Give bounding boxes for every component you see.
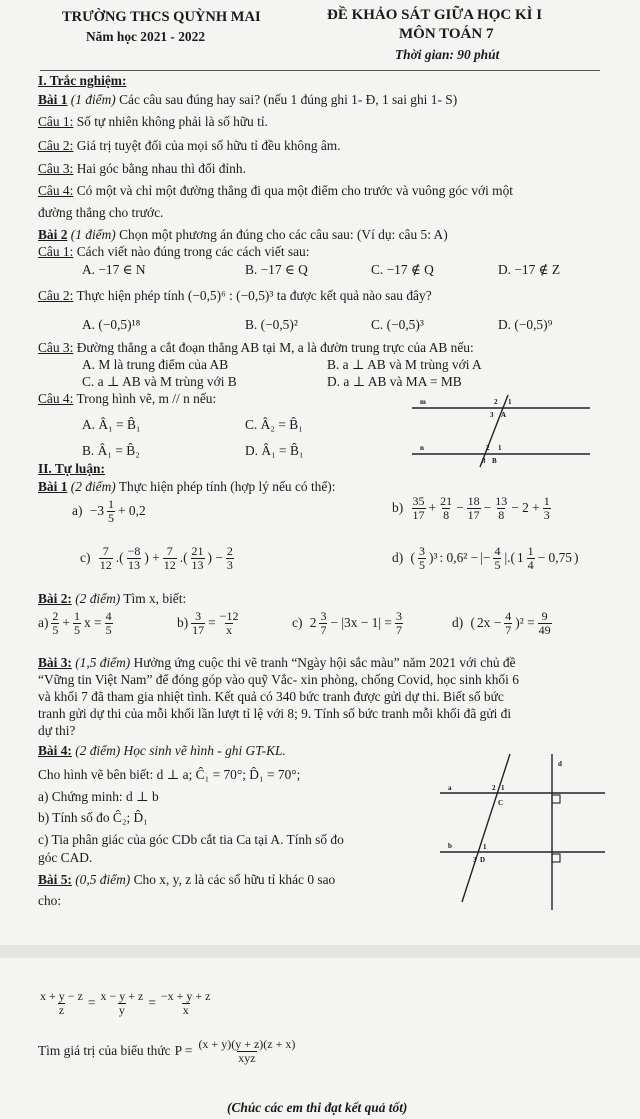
angle-label: 1 (498, 444, 502, 452)
operator: ) (573, 550, 579, 566)
p2-bai5-line (38, 873, 335, 886)
mc-q1-label: Câu 1: (38, 244, 74, 259)
bai1-line (38, 93, 457, 106)
tf-item-label: Câu 2: (38, 138, 74, 153)
bai2-line (38, 228, 448, 241)
p2-bai5-points: (0,5 điểm) (75, 872, 131, 887)
numerator: −8 (127, 544, 141, 558)
numerator: 3 (195, 609, 202, 623)
angle-label: 3 (473, 856, 477, 864)
header-divider (40, 70, 600, 71)
fraction (493, 545, 501, 571)
fraction (191, 610, 205, 636)
numerator: 18 (467, 494, 480, 508)
operator: − 2 + (511, 500, 540, 516)
numerator: 7 (102, 544, 109, 558)
mc-q3-text: Đường thẳng a cắt đoạn thẳng AB tại M, a là đườn trung trực của AB nếu: (76, 340, 474, 355)
fraction (226, 545, 234, 571)
bai2-prompt: Chọn một phương án đúng cho các câu sau: (Ví dụ: câu 5: A) (119, 227, 448, 242)
right-angle-mark (552, 854, 560, 862)
tf-item-label: Câu 1: (38, 114, 74, 129)
expr-term: 1 (516, 550, 524, 566)
exam-sheet-continued (0, 958, 640, 1119)
tf-item-text: Hai góc bằng nhau thì đối đỉnh. (76, 161, 246, 176)
denominator: 5 (52, 622, 59, 637)
fraction (127, 545, 142, 571)
mc-q4-text: Trong hình vẽ, m // n nếu: (76, 391, 217, 406)
denominator: 12 (163, 557, 176, 572)
expr-label: b) (177, 615, 189, 631)
operator: = (208, 615, 216, 631)
mc-q4-label: Câu 4: (38, 391, 74, 406)
label-m: m (420, 398, 426, 406)
bai5-equation (38, 990, 213, 1016)
p2-bai4-a: a) Chứng minh: d ⊥ b (38, 789, 159, 804)
bai5-find-text: Tìm giá trị của biểu thức (38, 1043, 171, 1059)
denominator: 7 (320, 622, 327, 637)
operator: |.( (504, 550, 515, 566)
mc-q2-text: Thực hiện phép tính (76, 288, 185, 303)
numerator: 9 (541, 609, 548, 623)
eq-2a (38, 610, 114, 636)
operator: ) + (144, 550, 160, 566)
fraction (107, 498, 115, 524)
numerator: −12 (219, 609, 239, 623)
tf-item-text: Có một và chỉ một đường thẳng đi qua một điểm cho trước và vuông góc với một (76, 183, 514, 198)
denominator: 5 (494, 557, 501, 572)
fraction (439, 495, 453, 521)
operator: = (148, 995, 156, 1011)
denominator: 12 (99, 557, 112, 572)
p2-bai3-points: (1,5 điểm) (75, 655, 131, 670)
expr-term: 2 (309, 615, 317, 631)
expr-1d (392, 545, 578, 571)
p2-bai3-text: Hưởng ứng cuộc thi vẽ tranh “Ngày hội sắc màu” năm 2021 với chủ đề (133, 655, 516, 670)
angle-label: 1 (508, 398, 512, 406)
mc-option: D. Â₁ = B̂₁ (245, 443, 304, 458)
p2-bai5-label: Bài 5: (38, 872, 72, 887)
numerator: 4 (105, 609, 112, 623)
bai1-prompt: Các câu sau đúng hay sai? (nếu 1 đúng ghi 1- Đ, 1 sai ghi 1- S) (119, 92, 458, 107)
numerator: 1 (527, 544, 534, 558)
expr-1a (72, 498, 146, 524)
p2-bai4-given: Cho hình vẽ bên biết: d ⊥ a; Ĉ₁ = 70°; D̂₁ = 70°; (38, 767, 301, 782)
p2-bai2-points: (2 điểm) (75, 591, 121, 606)
tf-item-text: Giá trị tuyệt đối của mọi số hữu tỉ đều không âm. (76, 138, 341, 153)
operator: − (456, 500, 464, 516)
mc-q2-label: Câu 2: (38, 288, 74, 303)
p2-bai3-text: tranh gửi dự thi của mỗi khối lần lượt tỉ lệ với 8; 9. Tính số bức tranh mỗi khối đã gửi đi (38, 706, 512, 721)
denominator: 3 (543, 507, 550, 522)
fraction (418, 545, 426, 571)
expr-term: −3 (89, 503, 105, 519)
angle-label: 3 (482, 457, 486, 465)
exam-title: ĐỀ KHẢO SÁT GIỮA HỌC KÌ I (327, 7, 543, 23)
label-b: b (448, 842, 452, 850)
exam-time: Thời gian: 90 phút (395, 47, 500, 62)
fraction (39, 990, 84, 1016)
mc-q2-text-post: ta được kết quả nào sau đây? (276, 288, 432, 303)
p2-bai4-line (38, 744, 286, 757)
operator: )³ (428, 550, 438, 566)
numerator: 2 (226, 544, 233, 558)
fraction (73, 610, 81, 636)
denominator: 13 (127, 557, 140, 572)
vertex-A: A (501, 411, 507, 419)
mc-option: A. M là trung điểm của AB (82, 357, 229, 372)
vertex-D: D (480, 856, 486, 864)
numerator: 1 (73, 609, 80, 623)
denominator: 7 (395, 622, 402, 637)
label-d: d (558, 760, 562, 768)
bai1-points: (1 điểm) (70, 92, 116, 107)
mc-option: B. (−0,5)² (245, 317, 298, 332)
mc-option: C. −17 ∉ Q (371, 262, 434, 277)
eq-2b (177, 610, 241, 636)
expr-label: a) (38, 615, 49, 631)
denominator: 17 (412, 507, 425, 522)
p2-bai4-points: (2 điểm) Học sinh vẽ hình - ghi GT-KL. (75, 743, 286, 758)
p2-bai5-text: Cho x, y, z là các số hữu tỉ khác 0 sao (133, 872, 336, 887)
mc-option: A. −17 ∈ N (82, 262, 146, 277)
numerator: 4 (505, 609, 512, 623)
part2-title: II. Tự luận: (38, 461, 105, 476)
angle-label: 2 (494, 398, 498, 406)
p2-bai4-c: c) Tia phân giác của góc CDb cắt tia Ca tại A. Tính số đo (38, 832, 344, 847)
denominator: 8 (443, 507, 450, 522)
numerator: (x + y)(y + z)(z + x) (198, 1037, 296, 1051)
fraction (494, 495, 508, 521)
vertex-C: C (498, 799, 504, 807)
bai1-label: Bài 1 (38, 92, 68, 107)
mc-option: B. a ⊥ AB và M trùng với A (327, 357, 482, 372)
numerator: 1 (108, 497, 115, 511)
denominator: 4 (527, 557, 534, 572)
numerator: 3 (320, 609, 327, 623)
numerator: 21 (191, 544, 204, 558)
numerator: 3 (418, 544, 425, 558)
expr-term: − 0,75 (537, 550, 572, 566)
fraction (543, 495, 551, 521)
label-a: a (448, 784, 452, 792)
fraction (538, 610, 552, 636)
mc-q2 (38, 289, 432, 302)
denominator: 17 (467, 507, 480, 522)
angle-label: 2 (492, 784, 496, 792)
tf-item-label: Câu 4: (38, 183, 74, 198)
mc-q1-text: Cách viết nào đúng trong các cách viết sau: (76, 244, 310, 259)
tf-item-text: Số tự nhiên không phải là số hữu tỉ. (76, 114, 268, 129)
denominator: 3 (226, 557, 233, 572)
mc-option: D. (−0,5)⁹ (498, 317, 553, 332)
expr-label: a) (72, 503, 83, 519)
school-name: TRƯỜNG THCS QUỲNH MAI (62, 9, 261, 25)
fraction (191, 545, 205, 571)
angle-label: 2 (486, 444, 490, 452)
expr-label: c) (80, 550, 91, 566)
fraction (105, 610, 113, 636)
mc-q3-label: Câu 3: (38, 340, 74, 355)
p2-bai4-c-cont: góc CAD. (38, 850, 93, 865)
bai2-points: (1 điểm) (70, 227, 116, 242)
denominator: 5 (108, 510, 115, 525)
fraction (395, 610, 403, 636)
mc-option: D. −17 ∉ Z (498, 262, 561, 277)
mc-option: B. Â₁ = B̂₂ (82, 443, 140, 458)
operator: |− (480, 550, 491, 566)
eq-2d (452, 610, 553, 636)
fraction (527, 545, 535, 571)
p2-bai3-text: và khối 7 đã tham gia nhiệt tình. Kết quả có 340 bức tranh được gửi dự thi. Biết số bức (38, 689, 504, 704)
part1-title: I. Trắc nghiệm: (38, 73, 127, 88)
label-n: n (420, 444, 424, 452)
numerator: 13 (495, 494, 508, 508)
p2-bai3-line (38, 656, 516, 669)
p2-bai2-prompt: Tìm x, biết: (123, 591, 187, 606)
expr-label: c) (292, 615, 303, 631)
operator: ) − (207, 550, 223, 566)
denominator: 5 (418, 557, 425, 572)
fraction (163, 545, 177, 571)
numerator: 7 (166, 544, 173, 558)
operator: .( (179, 550, 188, 566)
tf-item-cont: đường thẳng cho trước. (38, 205, 164, 220)
denominator: 13 (191, 557, 204, 572)
p2-bai1-line (38, 480, 336, 493)
fraction (219, 610, 240, 636)
right-angle-mark (552, 795, 560, 803)
expr-1c (80, 545, 235, 571)
expr-label: d) (392, 550, 404, 566)
expr-term: 2x − (476, 615, 502, 631)
mc-option: A. Â₁ = B̂₁ (82, 417, 141, 432)
numerator: x + y − z (40, 989, 83, 1003)
operator: + (428, 500, 437, 516)
fraction (160, 990, 212, 1016)
denominator: z (58, 1002, 65, 1017)
mc-option: D. a ⊥ AB và MA = MB (327, 374, 462, 389)
tf-item-label: Câu 3: (38, 161, 74, 176)
denominator: 49 (538, 622, 551, 637)
denominator: 17 (192, 622, 205, 637)
mc-q4 (38, 392, 216, 405)
expr-label: d) (452, 615, 464, 631)
fraction (99, 990, 144, 1016)
fraction (412, 495, 426, 521)
fraction (197, 1038, 296, 1064)
tf-item (38, 162, 246, 175)
p2-bai1-prompt: Thực hiện phép tính (hợp lý nếu có thể): (118, 479, 336, 494)
fraction (319, 610, 327, 636)
p2-bai3-text: dự thi? (38, 723, 76, 738)
angle-label: 1 (501, 784, 505, 792)
expr-term: + 0,2 (118, 503, 146, 519)
perpendicular-figure (440, 752, 610, 912)
numerator: 35 (412, 494, 425, 508)
p2-bai3-text: “Vững tin Việt Nam” để đóng góp vào quỹ Vắc- xin phòng, chống Covid, học sinh khối 6 (38, 672, 519, 687)
p2-bai1-label: Bài 1 (38, 479, 68, 494)
numerator: 21 (440, 494, 453, 508)
tf-item (38, 184, 513, 197)
operator: + (62, 615, 70, 631)
tf-item (38, 139, 341, 152)
mc-q2-expr: (−0,5)⁶ : (−0,5)³ (187, 288, 274, 303)
numerator: 4 (494, 544, 501, 558)
angle-label: 3 (490, 411, 494, 419)
expr-label: b) (392, 500, 404, 516)
denominator: 8 (498, 507, 505, 522)
mc-option: C. (−0,5)³ (371, 317, 424, 332)
denominator: 5 (73, 622, 80, 637)
school-year: Năm học 2021 - 2022 (86, 29, 206, 44)
numerator: −x + y + z (160, 989, 211, 1003)
operator: ( (410, 550, 415, 566)
bai5-find-line (38, 1038, 297, 1064)
denominator: 7 (505, 622, 512, 637)
operator: )² = (515, 615, 535, 631)
fraction (467, 495, 481, 521)
numerator: 1 (543, 494, 550, 508)
expr-1b (392, 495, 552, 521)
fraction (504, 610, 512, 636)
eq-2c (292, 610, 404, 636)
mc-q1 (38, 245, 309, 258)
p2-bai2-line (38, 592, 186, 605)
tf-item (38, 115, 268, 128)
closing-message: (Chúc các em thi đạt kết quả tốt) (227, 1100, 408, 1115)
denominator: y (118, 1002, 125, 1017)
operator: − (483, 500, 492, 516)
expr-term: x = (83, 615, 102, 631)
p2-bai3-label: Bài 3: (38, 655, 72, 670)
transversal (462, 754, 510, 902)
bai2-label: Bài 2 (38, 227, 68, 242)
fraction (51, 610, 59, 636)
denominator: 5 (105, 622, 112, 637)
p2-bai4-b: b) Tính số đo Ĉ₂; D̂₁ (38, 810, 148, 825)
expr-term: − |3x − 1| = (330, 615, 392, 631)
parallel-lines-figure (412, 393, 602, 468)
operator: = (87, 995, 96, 1011)
vertex-B: B (492, 457, 497, 465)
p2-bai4-label: Bài 4: (38, 743, 72, 758)
numerator: 2 (52, 609, 59, 623)
p2-bai2-label: Bài 2: (38, 591, 72, 606)
denominator: x (226, 622, 233, 637)
mc-option: C. Â₂ = B̂₁ (245, 417, 303, 432)
mc-option: C. a ⊥ AB và M trùng với B (82, 374, 237, 389)
p2-bai5-cont: cho: (38, 893, 62, 908)
mc-option: A. (−0,5)¹⁸ (82, 317, 141, 332)
numerator: x − y + z (100, 989, 144, 1003)
subject: MÔN TOÁN 7 (399, 26, 494, 42)
p2-bai1-points: (2 điểm) (70, 479, 116, 494)
denominator: xyz (238, 1050, 256, 1065)
operator: .( (115, 550, 124, 566)
mc-option: B. −17 ∈ Q (245, 262, 308, 277)
numerator: 3 (395, 609, 402, 623)
denominator: x (182, 1002, 189, 1017)
operator: ( (470, 615, 475, 631)
bai5-p-variable: P = (174, 1043, 193, 1059)
fraction (99, 545, 113, 571)
mc-q3 (38, 341, 474, 354)
expr-term: : 0,6² − (439, 550, 479, 566)
angle-label: 1 (483, 843, 487, 851)
